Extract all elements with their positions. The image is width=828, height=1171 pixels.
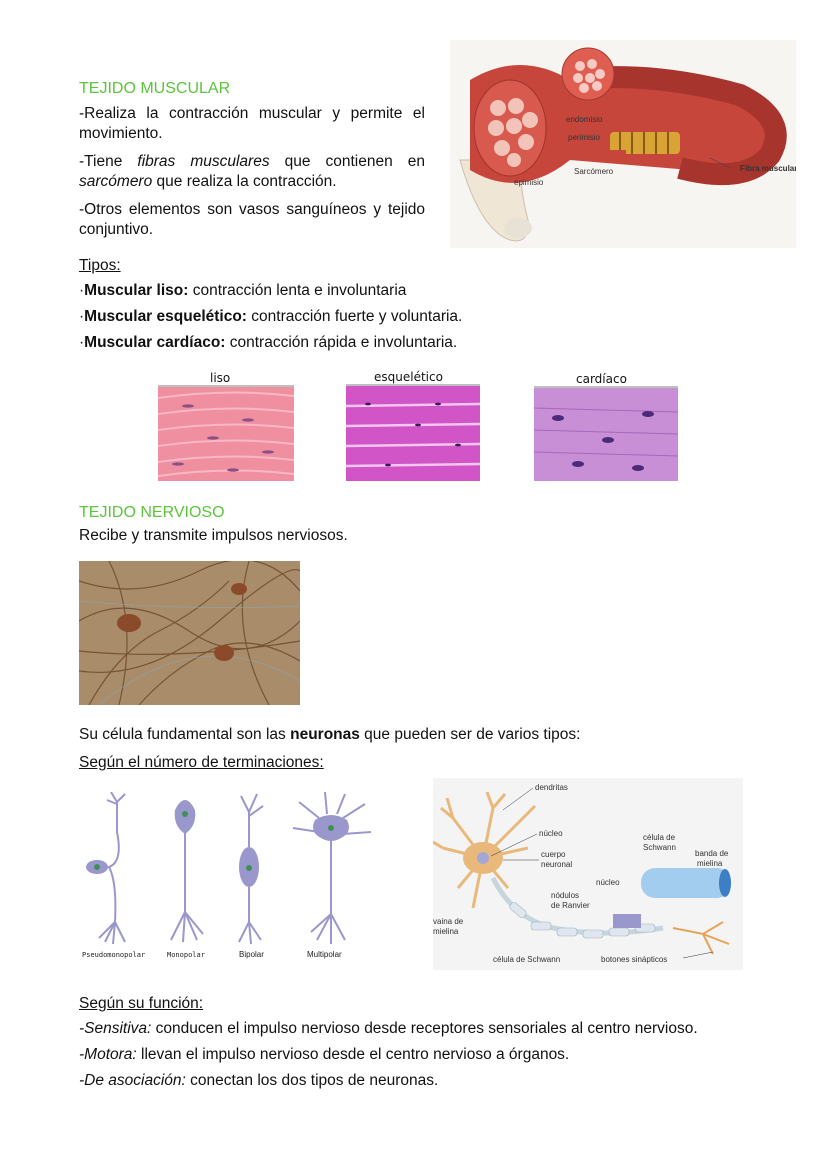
neurons-bold: neuronas [290,726,360,743]
nervous-tissue-image [79,561,300,705]
function-name: -De asociación: [79,1072,186,1089]
tipos-label: Tipos: [79,257,121,274]
type-cardiaco [79,333,457,353]
bullet: · [79,308,85,325]
type-name: Muscular esquelético: [84,308,247,325]
by-function-label: Según su función: [79,995,204,1012]
function-name: -Sensitiva: [79,1020,152,1037]
type-liso [79,281,406,301]
function-name: -Motora: [79,1046,137,1063]
function-desc: conducen el impulso nervioso desde receptores sensoriales al centro nervioso. [151,1020,698,1037]
histology-esqueletico-image [346,386,480,481]
label-mielina-vaina: mielina [433,927,459,936]
neuron-type-bipolar: Bipolar [239,950,264,959]
type-desc: contracción rápida e involuntaria. [225,334,458,351]
by-endings-label: Según el número de terminaciones: [79,754,324,771]
bullet: · [79,282,85,299]
nervioso-intro: Recibe y transmite impulsos nerviosos. [79,527,348,544]
neurons-sentence [79,725,580,745]
label-mielina-banda: mielina [697,859,723,868]
muscular-p1: -Realiza la contracción muscular y permite el movimiento. [79,105,425,142]
p2-text-b: que contienen en [269,153,425,170]
neurons-text-c: que pueden ser de varios tipos: [359,726,581,743]
label-nucleo: núcleo [539,829,563,838]
label-perimisio: perimisio [568,133,601,142]
neuron-type-monopolar: Monopolar [167,951,205,959]
neuron-type-multipolar: Multipolar [307,950,342,959]
muscular-heading: TEJIDO MUSCULAR [79,80,231,97]
label-schwann: Schwann [643,843,676,852]
label-nodulos: nódulos [551,891,580,900]
p2-text-c: que realiza la contracción. [152,173,337,190]
function-desc: llevan el impulso nervioso desde el centro nervioso a órganos. [136,1046,570,1063]
label-vaina-de: vaina de [433,917,464,926]
neurons-text-a: Su célula fundamental son las [79,726,291,743]
label-cuerpo: cuerpo [541,850,566,859]
neuron-anatomy-figure [433,778,743,970]
type-name: Muscular liso: [84,282,189,299]
label-epimisio: epimisio [514,178,544,187]
bullet: · [79,334,85,351]
muscular-p3: -Otros elementos son vasos sanguíneos y tejido conjuntivo. [79,201,425,238]
p2-emphasis-sarcomero: sarcómero [79,173,153,190]
muscular-p2 [79,152,425,192]
function-desc: conectan los dos tipos de neuronas. [185,1072,439,1089]
histology-figure [158,368,678,483]
muscle-structure-figure [450,40,796,248]
histology-title-liso: liso [210,371,231,385]
label-fibra-muscular: Fibra muscular [740,164,796,173]
label-celula-de-schwann: célula de Schwann [493,955,561,964]
type-desc: contracción lenta e involuntaria [188,282,407,299]
neuron-types-figure [79,792,379,964]
label-banda-de: banda de [695,849,729,858]
label-botones-sinapticos: botones sinápticos [601,955,668,964]
p2-emphasis-fibras: fibras musculares [137,153,270,170]
histology-liso-image [158,387,294,481]
label-de-ranvier: de Ranvier [551,901,590,910]
type-esqueletico [79,307,462,327]
p2-text-a: -Tiene [79,153,138,170]
label-nucleo-2: núcleo [596,878,620,887]
function-motora [79,1045,799,1065]
nervioso-heading: TEJIDO NERVIOSO [79,504,225,521]
histology-title-esqueletico: esquelético [374,370,443,384]
label-sarcomero: Sarcómero [574,167,614,176]
label-neuronal: neuronal [541,860,573,869]
neuron-type-pseudomonopolar: Pseudomonopolar [82,951,146,959]
function-sensitiva [79,1019,799,1039]
label-celula-de: célula de [643,833,676,842]
function-asociacion [79,1071,799,1091]
type-desc: contracción fuerte y voluntaria. [246,308,463,325]
label-dendritas: dendritas [535,783,568,792]
histology-cardiaco-image [534,388,678,481]
type-name: Muscular cardíaco: [84,334,226,351]
histology-title-cardiaco: cardíaco [576,372,627,386]
label-endomisio: endomisio [566,115,603,124]
